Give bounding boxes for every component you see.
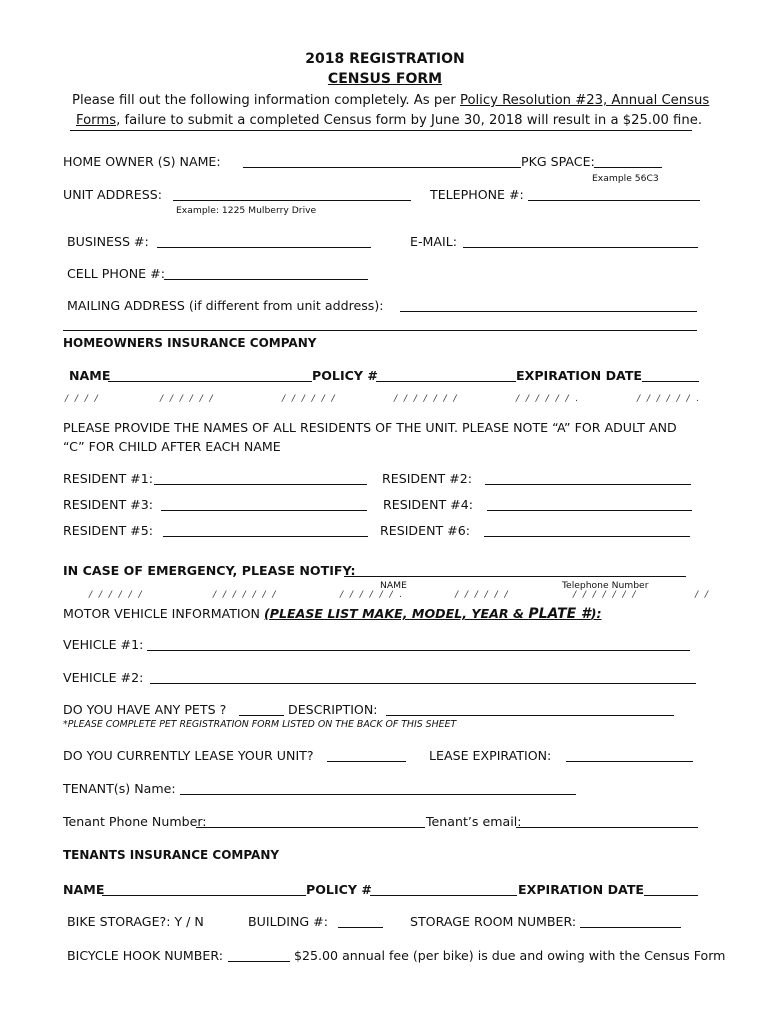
pet-registration-note: *PLEASE COMPLETE PET REGISTRATION FORM LISTED ON THE BACK OF THIS SHEET: [63, 719, 457, 730]
tenant-phone-label: Tenant Phone Number:: [63, 814, 207, 829]
vehicle-1-field[interactable]: [147, 650, 690, 651]
bicycle-hook-label: BICYCLE HOOK NUMBER:: [67, 948, 223, 963]
tick-mark: / / / / / / /: [394, 394, 459, 404]
telephone-field[interactable]: [528, 200, 700, 201]
emergency-name-caption: NAME: [380, 580, 407, 591]
form-title: 2018 REGISTRATION: [305, 51, 465, 67]
vehicle-1-label: VEHICLE #1:: [63, 637, 144, 652]
bike-storage-label: BIKE STORAGE?: Y / N: [67, 914, 204, 929]
unit-address-field[interactable]: [173, 200, 411, 201]
resident-5-label: RESIDENT #5:: [63, 523, 153, 538]
pet-description-label: DESCRIPTION:: [288, 702, 378, 717]
emergency-label: IN CASE OF EMERGENCY, PLEASE NOTIFY:: [63, 563, 356, 578]
insurance-expiration-field[interactable]: [642, 381, 699, 382]
emergency-contact-field[interactable]: [344, 576, 686, 577]
emergency-phone-caption: Telephone Number: [562, 580, 649, 591]
email-label: E-MAIL:: [410, 234, 457, 249]
pkg-space-label: PKG SPACE:: [521, 154, 595, 169]
mailing-address-field[interactable]: [400, 311, 697, 312]
tenant-phone-field[interactable]: [196, 827, 425, 828]
vehicle-2-field[interactable]: [150, 683, 696, 684]
insurance-expiration-label: EXPIRATION DATE: [516, 368, 643, 383]
vehicle-info-note: (PLEASE LIST MAKE, MODEL, YEAR & PLATE #):: [263, 606, 602, 622]
resident-4-label: RESIDENT #4:: [383, 497, 473, 512]
resident-1-field[interactable]: [154, 484, 367, 485]
building-field[interactable]: [338, 927, 383, 928]
tick-mark: / / / / / /: [89, 590, 144, 600]
unit-address-example: Example: 1225 Mulberry Drive: [176, 205, 317, 216]
pets-label: DO YOU HAVE ANY PETS ?: [63, 702, 227, 717]
pets-field[interactable]: [239, 715, 284, 716]
tick-mark: / / / / / /: [282, 394, 337, 404]
resident-2-label: RESIDENT #2:: [382, 471, 472, 486]
mailing-address-field-line-2[interactable]: [63, 330, 697, 331]
resident-6-field[interactable]: [484, 536, 690, 537]
header-rule: [70, 130, 692, 131]
cell-phone-field[interactable]: [164, 279, 368, 280]
tenant-insurance-expiration-label: EXPIRATION DATE: [518, 882, 645, 897]
vehicle-info-label: MOTOR VEHICLE INFORMATION (PLEASE LIST MAKE, MODEL, YEAR & PLATE #):: [63, 606, 602, 622]
lease-expiration-field[interactable]: [566, 761, 693, 762]
policy-reference-cont: Forms: [76, 113, 117, 128]
tenant-name-field[interactable]: [180, 794, 576, 795]
tick-mark: / / / /: [65, 394, 100, 404]
pkg-space-field[interactable]: [594, 167, 662, 168]
building-label: BUILDING #:: [248, 914, 328, 929]
tenant-insurance-heading: TENANTS INSURANCE COMPANY: [63, 848, 280, 862]
resident-4-field[interactable]: [487, 510, 692, 511]
resident-3-label: RESIDENT #3:: [63, 497, 153, 512]
storage-room-field[interactable]: [580, 927, 681, 928]
bicycle-hook-field[interactable]: [228, 961, 290, 962]
tenant-email-field[interactable]: [516, 827, 698, 828]
resident-6-label: RESIDENT #6:: [380, 523, 470, 538]
tenant-insurance-name-field[interactable]: [102, 895, 306, 896]
resident-2-field[interactable]: [485, 484, 691, 485]
bike-fee-note: $25.00 annual fee (per bike) is due and owing with the Census Form: [294, 948, 726, 963]
tick-mark: / / / / / /: [160, 394, 215, 404]
insurance-name-label: NAME: [69, 368, 111, 383]
pkg-space-example: Example 56C3: [592, 173, 659, 184]
lease-answer-field[interactable]: [327, 761, 406, 762]
storage-room-label: STORAGE ROOM NUMBER:: [410, 914, 577, 929]
mailing-address-label: MAILING ADDRESS (if different from unit address):: [67, 298, 384, 313]
residents-instruction-1: PLEASE PROVIDE THE NAMES OF ALL RESIDENTS OF THE UNIT. PLEASE NOTE “A” FOR ADULT AND: [63, 420, 677, 435]
tenant-insurance-name-label: NAME: [63, 882, 105, 897]
resident-1-label: RESIDENT #1:: [63, 471, 153, 486]
telephone-label: TELEPHONE #:: [430, 187, 524, 202]
home-owner-field[interactable]: [243, 167, 521, 168]
tenant-name-label: TENANT(s) Name:: [63, 781, 176, 796]
tick-mark: / / / / / / /: [213, 590, 278, 600]
tenant-email-label: Tenant’s email:: [426, 814, 522, 829]
tick-mark: / /: [695, 590, 710, 600]
insurance-name-field[interactable]: [108, 381, 312, 382]
tenant-insurance-policy-label: POLICY #: [306, 882, 372, 897]
tick-mark: / / / / / / .: [637, 394, 702, 404]
tick-mark: / / / / / / /: [573, 590, 638, 600]
resident-5-field[interactable]: [163, 536, 368, 537]
tenant-insurance-expiration-field[interactable]: [644, 895, 698, 896]
tick-mark: / / / / / / .: [516, 394, 581, 404]
form-subtitle: CENSUS FORM: [327, 71, 443, 87]
business-label: BUSINESS #:: [67, 234, 149, 249]
business-field[interactable]: [157, 247, 371, 248]
unit-address-label: UNIT ADDRESS:: [63, 187, 162, 202]
email-field[interactable]: [463, 247, 698, 248]
tenant-insurance-policy-field[interactable]: [370, 895, 517, 896]
policy-reference: Policy Resolution #23, Annual Census: [459, 93, 710, 108]
pet-description-field[interactable]: [386, 715, 674, 716]
residents-instruction-2: “C” FOR CHILD AFTER EACH NAME: [63, 439, 281, 454]
lease-expiration-label: LEASE EXPIRATION:: [429, 748, 552, 763]
tick-mark: / / / / / / .: [340, 590, 405, 600]
cell-phone-label: CELL PHONE #:: [67, 266, 165, 281]
resident-3-field[interactable]: [161, 510, 367, 511]
tick-mark: / / / / / /: [455, 590, 510, 600]
insurance-policy-field[interactable]: [376, 381, 516, 382]
vehicle-2-label: VEHICLE #2:: [63, 670, 144, 685]
lease-question-label: DO YOU CURRENTLY LEASE YOUR UNIT?: [63, 748, 314, 763]
instructions-line-1: Please fill out the following information completely. As per Policy Resolution #23, Annual Census: [72, 93, 710, 108]
instructions-line-2: Forms, failure to submit a completed Census form by June 30, 2018 will result in a $25.00 fine.: [76, 113, 703, 128]
home-owner-label: HOME OWNER (S) NAME:: [63, 154, 221, 169]
homeowners-insurance-heading: HOMEOWNERS INSURANCE COMPANY: [63, 336, 317, 350]
insurance-policy-label: POLICY #: [312, 368, 378, 383]
